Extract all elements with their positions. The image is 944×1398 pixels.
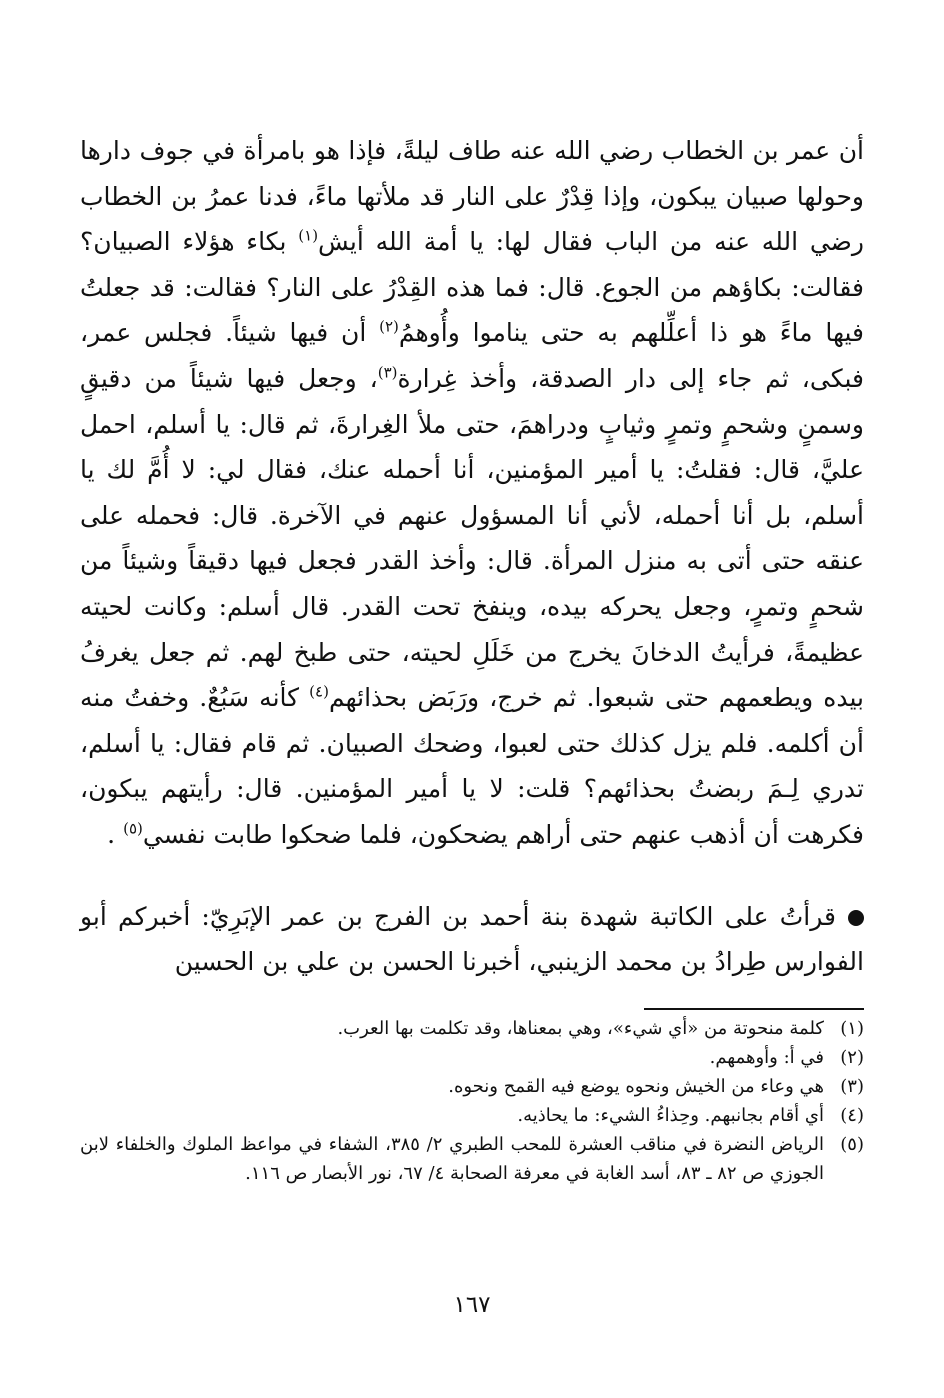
footnote-ref-1: (١): [298, 226, 319, 245]
footnote-ref-4: (٤): [309, 682, 329, 701]
footnote-4: [80, 1101, 864, 1130]
paragraph-gap: [80, 858, 864, 894]
footnote-text: هي وعاء من الخيش ونحوه يوضع فيه القمح ونحوه.: [448, 1076, 824, 1097]
bullet-icon: [848, 910, 864, 926]
paragraph-1-part-3: أن فيها شيئاً. فجلس عمر، فبكى، ثم جاء إلى دار الصدقة، وأخذ غِرارة: [80, 318, 864, 393]
footnote-3: [80, 1072, 864, 1101]
footnote-separator: [644, 1008, 864, 1010]
footnote-2: [80, 1043, 864, 1072]
paragraph-2: [80, 894, 864, 985]
paragraph-1-part-1: أن عمر بن الخطاب رضي الله عنه طاف ليلةً، فإذا هو بامرأة في جوف دارها وحولها صبيان يبكون، وإذا قِدْرٌ على النار قد ملأتها ماءً، فدنا عمرُ بن الخطاب رضي الله عنه من الباب فقال لها: يا أمة الله أيش: [80, 136, 864, 257]
paragraph-1-part-2: بكاء هؤلاء الصبيان؟ فقالت: بكاؤهم من الجوع. قال: فما هذه القِدْرُ على النار؟ فقالت: قد جعلتُ فيها ماءً هو ذا أعلِّلهم به حتى يناموا وأُوهمُ: [80, 227, 864, 348]
page-number: ١٦٧: [453, 1292, 491, 1318]
paragraph-1-part-5: كأنه سَبُعٌ. وخفتُ منه أن أكلمه. فلم يزل كذلك حتى لعبوا، وضحك الصبيان. ثم قام فقال: يا أسلم، تدري لِـمَ ربضتُ بحذائهم؟ قلت: لا يا أمير المؤمنين. قال: رأيتهم يبكون، فكرهت أن أذهب عنهم حتى أراهم يضحكون، فلما ضحكوا طابت نفسي: [80, 683, 864, 849]
footnote-text: كلمة منحوتة من «أي شيء»، وهي بمعناها، وقد تكلمت بها العرب.: [337, 1018, 824, 1039]
paragraph-2-text: قرأتُ على الكاتبة شهدة بنة أحمد بن الفرج بن عمر الإبَرِيّ: أخبركم أبو الفوارس طِرادُ بن محمد الزينبي، أخبرنا الحسن بن علي بن الحسين: [80, 901, 864, 977]
paragraph-1: [80, 128, 864, 858]
footnote-text: الرياض النضرة في مناقب العشرة للمحب الطبري ٢/ ٣٨٥، الشفاء في مواعظ الملوك والخلفاء لابن الجوزي ص ٨٢ ـ ٨٣، أسد الغابة في معرفة الصحابة ٤/ ٦٧، نور الأبصار ص ١١٦.: [80, 1134, 824, 1184]
footnote-number: (٤): [840, 1105, 864, 1126]
footnote-number: (٥): [840, 1134, 864, 1155]
footnote-1: [80, 1014, 864, 1043]
footnote-number: (٢): [840, 1047, 864, 1068]
main-text: [80, 128, 864, 985]
footnote-text: أي أقام بجانبهم. وحِذاءُ الشيء: ما يحاذيه.: [517, 1105, 824, 1126]
footnote-text: في أ: وأوهمهم.: [709, 1047, 824, 1068]
footnote-ref-2: (٢): [379, 318, 399, 337]
footnote-number: (١): [840, 1018, 864, 1039]
footnote-ref-3: (٣): [377, 363, 398, 382]
footnote-5: [80, 1130, 864, 1188]
paragraph-1-part-6: .: [107, 819, 124, 849]
footnote-number: (٣): [840, 1076, 864, 1097]
footnote-ref-5: (٥): [123, 819, 143, 838]
paragraph-1-part-4: ، وجعل فيها شيئاً من دقيقٍ وسمنٍ وشحمٍ وتمرٍ وثيابٍ ودراهمَ، حتى ملأ الغِرارةَ، ثم قال: يا أسلم، احمل عليَّ، قال: فقلتُ: يا أمير المؤمنين، أنا أحمله عنك، فقال لي: لا أُمَّ لك يا أسلم، بل أنا أحمله، لأني أنا المسؤول عنهم في الآخرة. قال: فحمله على عنقه حتى أتى به منزل المرأة. قال: وأخذ القدر فجعل فيها دقيقاً وشيئاً من شحمٍ وتمرٍ، وجعل يحركه بيده، وينفخ تحت القدر. قال أسلم: وكانت لحيته عظيمةً، فرأيتُ الدخانَ يخرج من خَلَلِ لحيته، حتى طبخ لهم. ثم جعل يغرفُ بيده ويطعمهم حتى شبعوا. ثم خرج، ورَبَض بحذائهم: [80, 363, 864, 713]
footnotes: [80, 1014, 864, 1188]
